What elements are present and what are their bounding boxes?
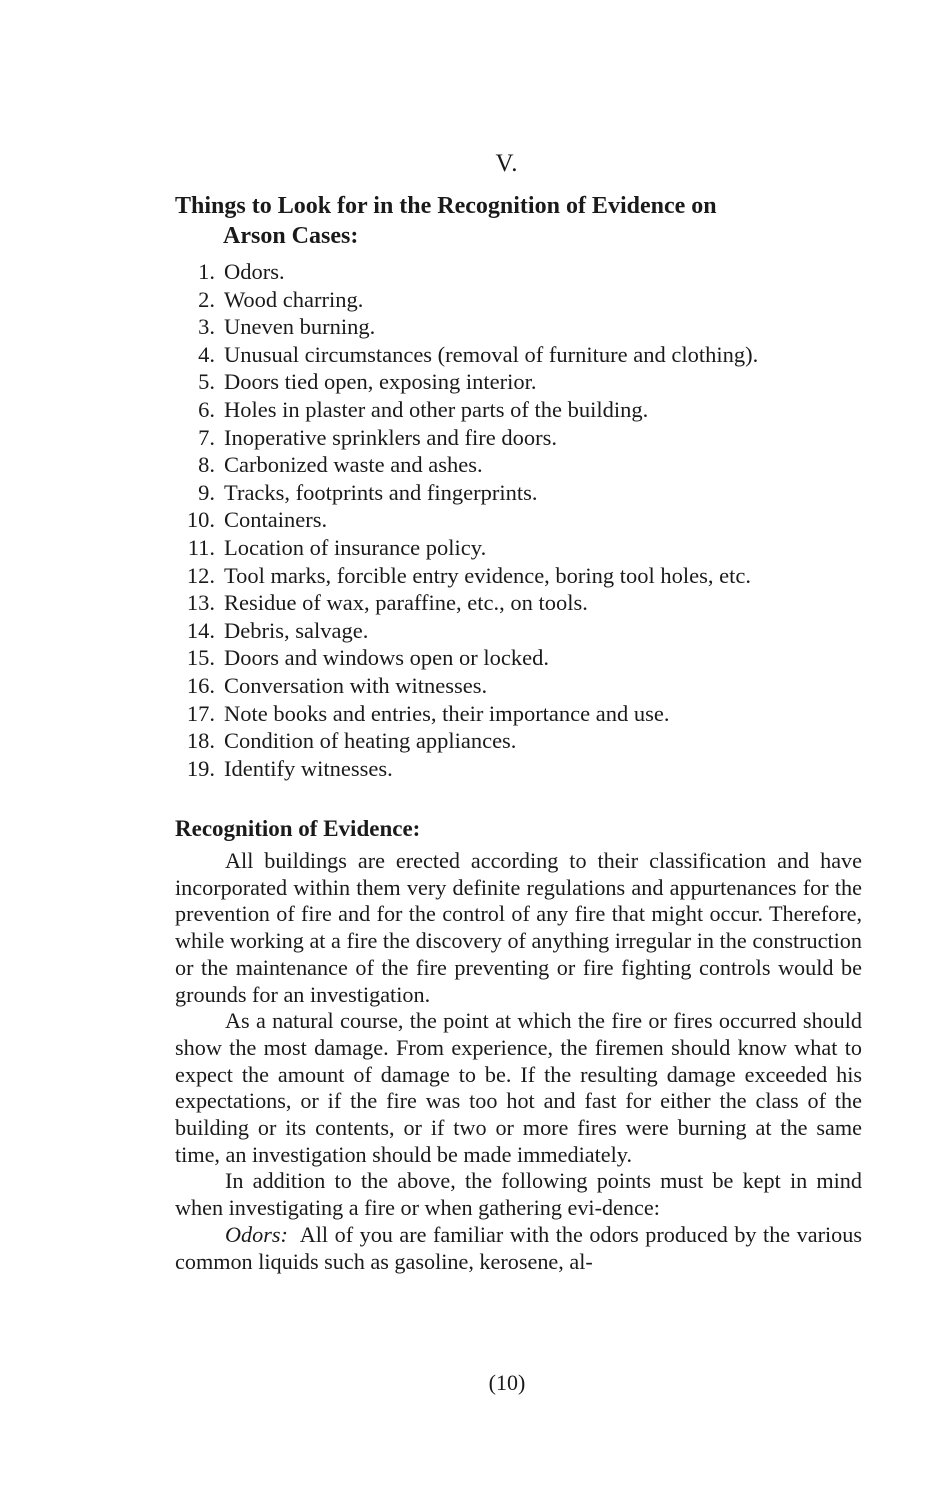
list-item-number: 5. (198, 369, 215, 395)
list-item-text: Note books and entries, their importance and use. (224, 700, 670, 726)
subheading-recognition-of-evidence: Recognition of Evidence: (175, 816, 421, 841)
paragraph-text: All of you are familiar with the odors produced by the various common liquids such as gasoline, kerosene, al- (175, 1221, 862, 1274)
list-item-text: Wood charring. (224, 286, 364, 312)
list-item (165, 727, 885, 755)
page-number: (10) (488, 1370, 526, 1395)
list-item-number: 2. (198, 286, 215, 312)
list-item-number: 17. (186, 700, 215, 726)
list-item (165, 286, 885, 314)
list-item-number: 9. (198, 479, 215, 505)
list-item (165, 313, 885, 341)
list-item-number: 10. (186, 507, 215, 533)
list-item (165, 644, 885, 672)
list-item-number: 13. (186, 590, 215, 616)
list-item (165, 396, 885, 424)
list-item (165, 700, 885, 728)
paragraph: All buildings are erected according to their classification and have incorporated within them very definite regulations and appurtenances for the prevention of fire and for the control of any fire that might occur. Therefore, while working at a fire the discovery of anything irregular in the construction or the maintenance of the fire preventing or fire fighting controls would be grounds for an investigation. (175, 848, 862, 1007)
list-item-number: 3. (198, 314, 215, 340)
list-item-number: 16. (186, 672, 215, 698)
list-item-text: Uneven burning. (224, 314, 376, 340)
section-heading (175, 191, 875, 251)
paragraph-label: Odors: (225, 1221, 288, 1247)
paragraph: In addition to the above, the following points must be kept in mind when investigating a fire or when gathering evi-dence: (175, 1168, 862, 1221)
list-item-text: Doors tied open, exposing interior. (224, 369, 537, 395)
evidence-checklist (165, 258, 885, 782)
list-item (165, 534, 885, 562)
list-item-text: Tool marks, forcible entry evidence, boring tool holes, etc. (224, 562, 752, 588)
list-item-text: Conversation with witnesses. (224, 672, 488, 698)
list-item-number: 12. (186, 562, 215, 588)
list-item-text: Carbonized waste and ashes. (224, 452, 483, 478)
list-item-text: Doors and windows open or locked. (224, 645, 549, 671)
list-item (165, 755, 885, 783)
body-text (175, 848, 862, 1275)
list-item (165, 589, 885, 617)
section-number: V. (495, 150, 519, 177)
list-item-number: 11. (187, 534, 215, 560)
list-item-number: 8. (198, 452, 215, 478)
list-item-text: Identify witnesses. (224, 755, 393, 781)
list-item-text: Tracks, footprints and fingerprints. (224, 479, 538, 505)
list-item-text: Unusual circumstances (removal of furniture and clothing). (224, 341, 759, 367)
section-heading-line-1: Things to Look for in the Recognition of Evidence on (175, 193, 717, 219)
list-item-text: Holes in plaster and other parts of the building. (224, 396, 649, 422)
list-item-number: 15. (186, 645, 215, 671)
paragraph (175, 1222, 862, 1275)
list-item-number: 18. (186, 728, 215, 754)
list-item-number: 19. (186, 755, 215, 781)
list-item-text: Odors. (224, 259, 285, 284)
list-item-number: 1. (198, 259, 215, 284)
list-item-number: 7. (198, 424, 215, 450)
list-item-text: Condition of heating appliances. (224, 728, 517, 754)
list-item (165, 562, 885, 590)
list-item-text: Inoperative sprinklers and fire doors. (224, 424, 558, 450)
list-item-text: Containers. (224, 507, 328, 533)
list-item (165, 479, 885, 507)
list-item (165, 672, 885, 700)
list-item-number: 6. (198, 396, 215, 422)
list-item-text: Location of insurance policy. (224, 534, 487, 560)
list-item (165, 506, 885, 534)
list-item (165, 451, 885, 479)
list-item (165, 617, 885, 645)
list-item (165, 424, 885, 452)
section-heading-line-2: Arson Cases: (223, 223, 359, 249)
list-item-number: 4. (198, 341, 215, 367)
list-item-text: Residue of wax, paraffine, etc., on tools. (224, 590, 588, 616)
list-item-text: Debris, salvage. (224, 617, 369, 643)
list-item-number: 14. (186, 617, 215, 643)
paragraph: As a natural course, the point at which the fire or fires occurred should show the most damage. From experience, the firemen should know what to expect the amount of damage to be. If the resulting damage exceeded his expectations, or if the fire was too hot and fast for either the class of the building or its contents, or if two or more fires were burning at the same time, an investigation should be made immediately. (175, 1008, 862, 1167)
list-item (165, 368, 885, 396)
list-item (165, 341, 885, 369)
list-item (165, 258, 885, 286)
